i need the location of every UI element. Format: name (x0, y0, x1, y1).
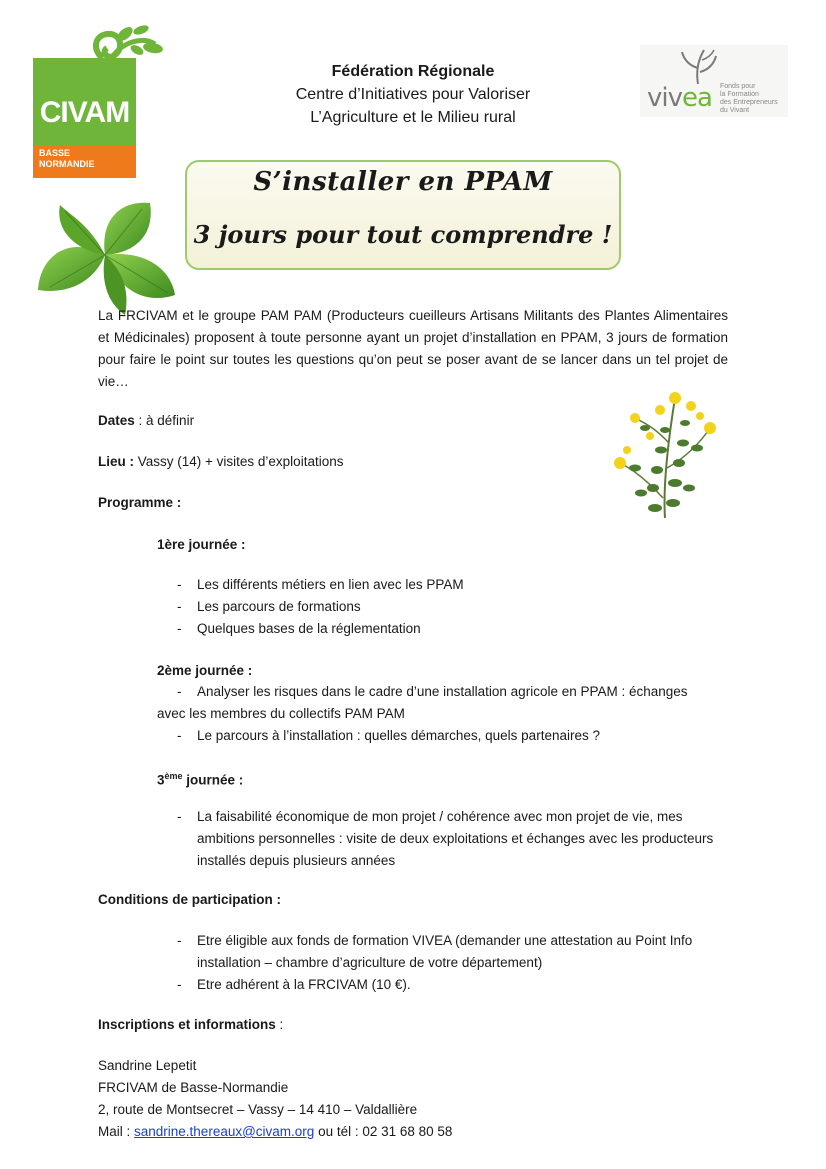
day2-label: 2ème journée : (157, 663, 253, 678)
inscriptions-colon: : (275, 1017, 284, 1032)
flower-plant-image (605, 388, 720, 523)
list-item: - Le parcours à l’installation : quelles démarches, quels partenaires ? (157, 725, 717, 747)
vivea-wordmark (647, 83, 712, 113)
dates-value: : à définir (134, 413, 195, 428)
inscriptions-label: Inscriptions et informations (98, 1017, 276, 1032)
vivea-tag-line: Fonds pour (720, 83, 756, 90)
intro-paragraph: La FRCIVAM et le groupe PAM PAM (Producteurs cueilleurs Artisans Militants des Plantes Alimentaires et Médicinales) proposent à toute personne ayant un projet d’installation en PPAM, 3 jours de formation pour faire le point sur toutes les questions qu’on peut se poser avant de se lancer dans un tel projet de vie… (98, 308, 728, 389)
lieu-line (98, 451, 343, 473)
civam-logo-subtitle (39, 148, 134, 170)
contact-mail-line (98, 1121, 728, 1143)
lieu-label: Lieu : (98, 454, 134, 469)
conditions-list (157, 930, 717, 996)
list-item: - Etre adhérent à la FRCIVAM (10 €). (157, 974, 717, 996)
contact-block (98, 1055, 728, 1143)
list-item: - La faisabilité économique de mon projet / cohérence avec mon projet de vie, mes ambitions personnelles : visite de deux exploitations et échanges avec les producteurs installés depuis plusieurs années (157, 806, 717, 872)
mint-leaves-image (30, 195, 180, 320)
civam-sub-line1: BASSE (39, 148, 71, 158)
conditions-label: Conditions de participation : (98, 892, 281, 907)
day1-list (157, 574, 717, 640)
list-item: - Les différents métiers en lien avec les PPAM (157, 574, 717, 596)
lieu-value: Vassy (14) + visites d’exploitations (134, 454, 344, 469)
title-main: S’installer en PPAM (253, 167, 553, 197)
dates-label: Dates (98, 413, 135, 428)
civam-sub-line2: NORMANDIE (39, 159, 95, 169)
vivea-leaf-icon (676, 48, 720, 86)
vivea-tag-line: du Vivant (720, 107, 750, 114)
vivea-tag-line: des Entrepreneurs (720, 99, 778, 106)
programme-label: Programme : (98, 495, 182, 510)
day3-label (157, 765, 243, 792)
title-subtitle: 3 jours pour tout comprendre ! (193, 220, 613, 249)
day2-list (157, 681, 717, 747)
header (200, 60, 626, 129)
list-item: - Analyser les risques dans le cadre d’une installation agricole en PPAM : échanges avec les membres du collectifs PAM PAM (157, 681, 717, 725)
vivea-tagline (720, 83, 786, 115)
list-item: - Les parcours de formations (157, 596, 717, 618)
header-org: Fédération Régionale (331, 63, 495, 80)
vivea-word-part2: ea (682, 83, 712, 113)
title-box (185, 160, 621, 270)
email-link[interactable]: sandrine.thereaux@civam.org (134, 1124, 315, 1139)
civam-logo-text: CIVAM (39, 96, 130, 129)
mail-label: Mail : (98, 1124, 135, 1139)
day1-label: 1ère journée : (157, 537, 246, 552)
contact-address: 2, route de Montsecret – Vassy – 14 410 – Valdallière (98, 1102, 418, 1117)
contact-org: FRCIVAM de Basse-Normandie (98, 1080, 289, 1095)
inscriptions-line (98, 1014, 283, 1036)
vivea-tag-line: la Formation (720, 91, 759, 98)
day3-list (157, 806, 717, 872)
list-item: - Quelques bases de la réglementation (157, 618, 717, 640)
contact-name: Sandrine Lepetit (98, 1058, 197, 1073)
vivea-word-part1: viv (647, 83, 682, 113)
day3-label-sup: ème (164, 771, 183, 781)
dates-line (98, 410, 194, 432)
contact-tel: ou tél : 02 31 68 80 58 (314, 1124, 453, 1139)
day3-label-rest: journée : (182, 772, 244, 788)
list-item: - Etre éligible aux fonds de formation VIVEA (demander une attestation au Point Info installation – chambre d’agriculture de votre département) (157, 930, 717, 974)
header-line2: Centre d’Initiatives pour Valoriser (295, 86, 531, 103)
day3-label-num: 3 (157, 772, 165, 788)
header-line3: L’Agriculture et le Milieu rural (310, 109, 516, 126)
